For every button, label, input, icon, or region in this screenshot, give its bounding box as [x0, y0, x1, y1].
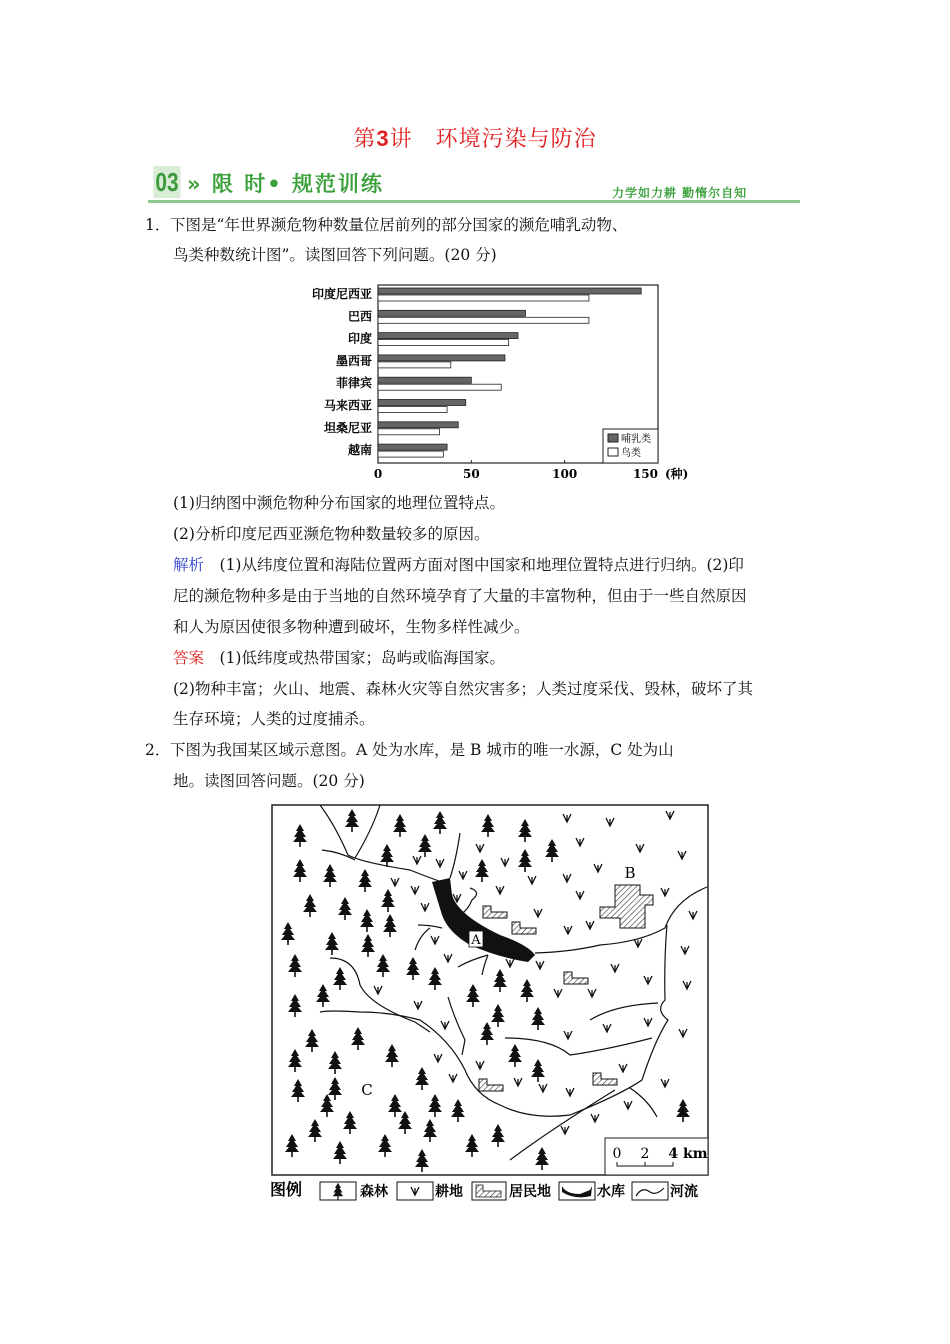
bar-mammal — [378, 355, 505, 361]
bar-bird — [378, 362, 451, 368]
svg-text:耕地: 耕地 — [435, 1184, 463, 1200]
bar-mammal — [378, 310, 525, 316]
page-title: 第3讲 环境污染与防治 — [353, 126, 597, 152]
category-label: 印度 — [347, 331, 372, 346]
label-c: C — [361, 1081, 373, 1099]
q2-text-2: 地。读图回答问题。(20 分) — [173, 772, 365, 790]
answer-line-3: 生存环境；人类的过度捕杀。 — [173, 710, 375, 728]
x-unit: (种) — [665, 467, 689, 481]
category-label: 坦桑尼亚 — [323, 420, 372, 435]
q1-sub1: (1)归纳图中濒危物种分布国家的地理位置特点。 — [173, 494, 505, 512]
category-label: 马来西亚 — [323, 398, 372, 413]
category-label: 巴西 — [347, 309, 372, 324]
q1-sub2: (2)分析印度尼西亚濒危物种数量较多的原因。 — [173, 525, 490, 543]
region-map — [270, 800, 710, 1210]
q1-text-2: 鸟类种数统计图”。读图回答下列问题。(20 分) — [173, 246, 497, 264]
category-label: 墨西哥 — [335, 353, 372, 368]
slogan: 力学如力耕 勤惰尔自知 — [612, 186, 748, 200]
bar-bird — [378, 429, 440, 435]
map-frame — [272, 805, 708, 1175]
scale-bar — [605, 1138, 708, 1175]
svg-text:水库: 水库 — [597, 1184, 625, 1200]
label-a: A — [471, 933, 481, 948]
section-title: » 限 时• 规范训练 — [187, 172, 384, 196]
bar-bird — [378, 407, 447, 413]
bar-bird — [378, 295, 589, 301]
legend-bird: 鸟类 — [621, 448, 641, 459]
svg-text:居民地: 居民地 — [509, 1184, 551, 1200]
legend — [603, 429, 658, 463]
q1-number: 1． — [145, 216, 171, 234]
bar-mammal — [378, 377, 471, 383]
bar-bird — [378, 340, 509, 346]
bar-mammal — [378, 288, 641, 294]
x-tick-label: 50 — [462, 467, 480, 481]
answer-line-1: 答案 (1)低纬度或热带国家；岛屿或临海国家。 — [173, 649, 505, 667]
analysis-line-1: 解析 (1)从纬度位置和海陆位置两方面对图中国家和地理位置特点进行归纳。(2)印 — [173, 556, 744, 574]
section-badge: 03 — [153, 166, 180, 198]
label-b: B — [624, 864, 636, 882]
bar-bird — [378, 384, 501, 390]
svg-text:图例: 图例 — [270, 1180, 303, 1199]
svg-text:0: 0 — [612, 1146, 622, 1162]
svg-text:森林: 森林 — [360, 1184, 388, 1200]
svg-text:2: 2 — [640, 1146, 650, 1162]
bar-chart — [300, 280, 700, 485]
bar-mammal — [378, 422, 458, 428]
category-label: 菲律宾 — [335, 376, 372, 391]
x-tick-label: 100 — [552, 467, 578, 481]
svg-text:河流: 河流 — [670, 1184, 698, 1200]
bar-mammal — [378, 333, 518, 339]
q2-number: 2． — [145, 741, 171, 759]
q1-text-1: 下图是“年世界濒危物种数量位居前列的部分国家的濒危哺乳动物、 — [170, 216, 628, 234]
x-tick-label: 150 — [632, 467, 658, 481]
map-legend — [270, 1180, 698, 1200]
svg-text:4 km: 4 km — [668, 1146, 708, 1162]
bar-bird — [378, 451, 443, 457]
q2-text-1: 下图为我国某区域示意图。A 处为水库，是 B 城市的唯一水源，C 处为山 — [170, 741, 674, 759]
x-tick-label: 0 — [373, 467, 383, 481]
bar-mammal — [378, 444, 447, 450]
answer-label: 答案 — [173, 649, 205, 667]
analysis-line-2: 尼的濒危物种多是由于当地的自然环境孕育了大量的丰富物种，但由于一些自然原因 — [173, 587, 747, 605]
bar-mammal — [378, 400, 466, 406]
analysis-line-3: 和人为原因使很多物种遭到破坏，生物多样性减少。 — [173, 618, 530, 636]
category-label: 印度尼西亚 — [311, 287, 372, 301]
legend-swatch-mammal — [608, 434, 618, 442]
bar-bird — [378, 317, 589, 323]
analysis-label: 解析 — [173, 556, 205, 574]
legend-mammal: 哺乳类 — [621, 434, 651, 445]
answer-line-2: (2)物种丰富；火山、地震、森林火灾等自然灾害多；人类过度采伐、毁林，破坏了其 — [173, 680, 753, 698]
legend-swatch-bird — [608, 448, 618, 456]
category-label: 越南 — [347, 443, 372, 458]
divider — [148, 200, 800, 203]
